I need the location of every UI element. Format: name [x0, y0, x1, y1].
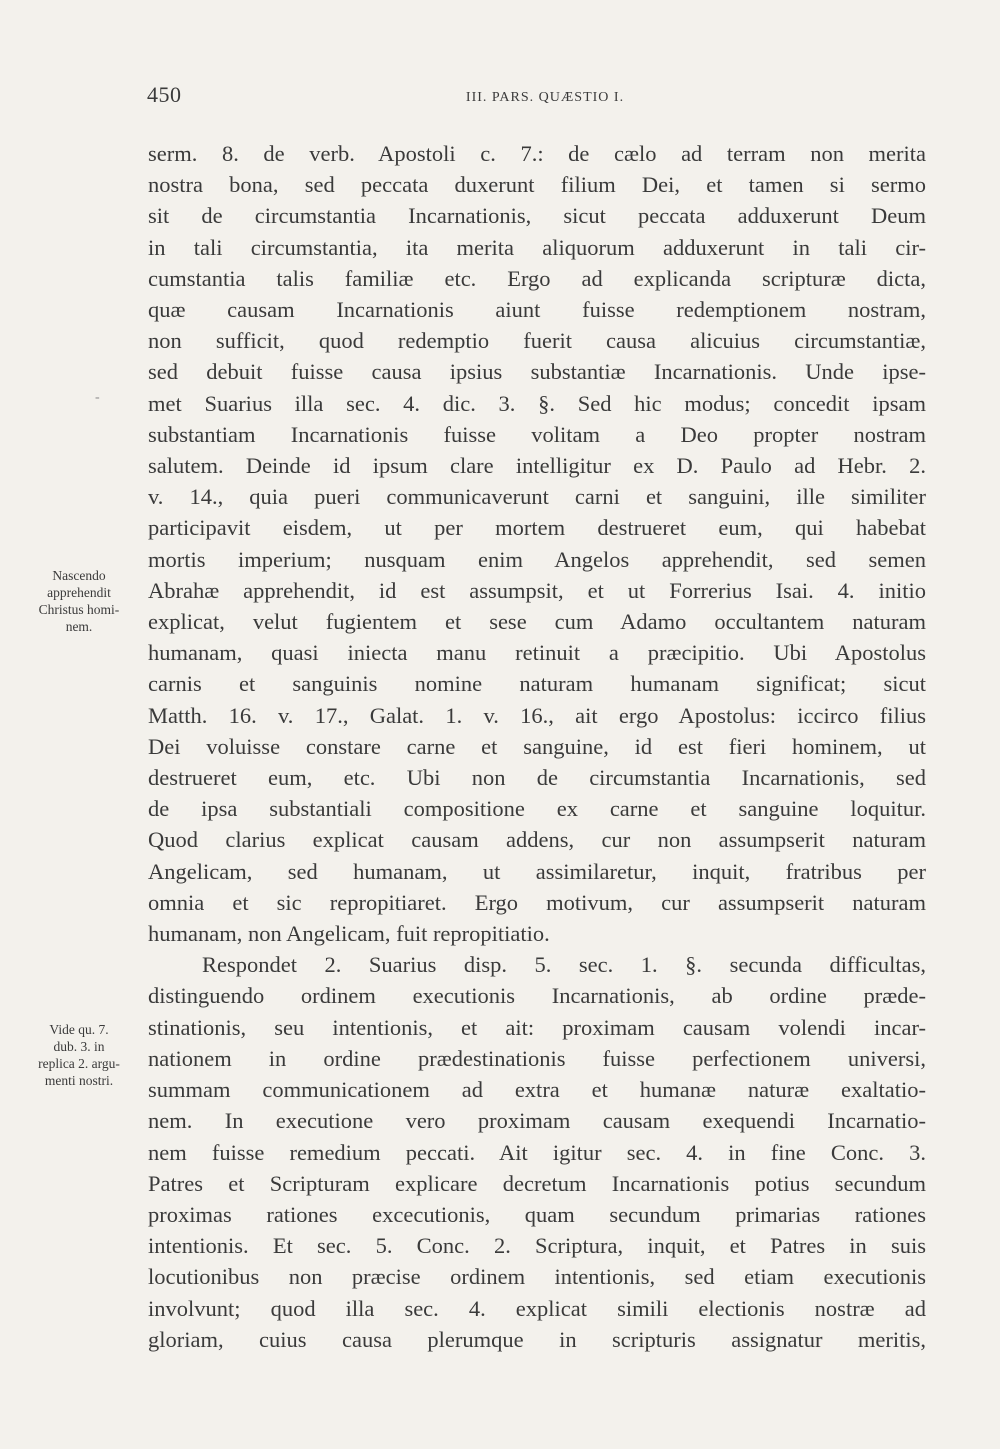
- body-line: sit de circumstantia Incarnationis, sicut peccata adduxerunt Deum: [148, 203, 926, 229]
- body-line: summam communicationem ad extra et humanæ naturæ exaltatio-: [148, 1077, 926, 1103]
- marginal-note-line: Nascendo: [52, 568, 106, 583]
- marginal-note-line: Christus homi-: [38, 602, 120, 617]
- body-line: nem. In executione vero proximam causam exequendi Incarnatio-: [148, 1108, 926, 1134]
- marginal-note-line: dub. 3. in: [53, 1039, 105, 1054]
- margin-dash: -: [95, 390, 100, 405]
- body-line: involvunt; quod illa sec. 4. explicat simili electionis nostræ ad: [148, 1295, 926, 1321]
- body-line: distinguendo ordinem executionis Incarnationis, ab ordine præde-: [148, 983, 926, 1009]
- body-line: cumstantia talis familiæ etc. Ergo ad explicanda scripturæ dicta,: [148, 265, 926, 291]
- body-line: destrueret eum, etc. Ubi non de circumstantia Incarnationis, sed: [148, 765, 926, 791]
- body-text: [148, 138, 926, 1355]
- body-line: humanam, non Angelicam, fuit repropitiatio.: [148, 921, 550, 947]
- body-line: met Suarius illa sec. 4. dic. 3. §. Sed hic modus; concedit ipsam: [148, 390, 926, 416]
- body-line: non sufficit, quod redemptio fuerit causa alicuius circumstantiæ,: [148, 328, 926, 354]
- body-line: Abrahæ apprehendit, id est assumpsit, et ut Forrerius Isai. 4. initio: [148, 577, 926, 603]
- marginal-note-line: Vide qu. 7.: [49, 1022, 109, 1037]
- page-number: 450: [147, 82, 182, 107]
- body-line: sed debuit fuisse causa ipsius substantiæ Incarnationis. Unde ipse-: [148, 359, 926, 385]
- body-line: intentionis. Et sec. 5. Conc. 2. Scriptura, inquit, et Patres in suis: [148, 1233, 926, 1259]
- body-line: de ipsa substantiali compositione ex carne et sanguine loquitur.: [148, 796, 926, 822]
- body-line: quæ causam Incarnationis aiunt fuisse redemptionem nostram,: [148, 297, 926, 323]
- body-line: serm. 8. de verb. Apostoli c. 7.: de cælo ad terram non merita: [148, 141, 926, 166]
- running-head: III. PARS. QUÆSTIO I.: [465, 90, 625, 105]
- body-line: Respondet 2. Suarius disp. 5. sec. 1. §. secunda difficultas,: [202, 952, 926, 978]
- body-line: Angelicam, sed humanam, ut assimilaretur, inquit, fratribus per: [148, 858, 926, 884]
- body-line: explicat, velut fugientem et sese cum Adamo occultantem naturam: [148, 609, 926, 635]
- body-line: carnis et sanguinis nomine naturam humanam significat; sicut: [148, 671, 926, 697]
- body-line: stinationis, seu intentionis, et ait: proximam causam volendi incar-: [148, 1014, 926, 1040]
- body-line: mortis imperium; nusquam enim Angelos apprehendit, sed semen: [148, 546, 926, 572]
- marginal-note-line: replica 2. argu-: [38, 1056, 120, 1071]
- body-line: v. 14., quia pueri communicaverunt carni et sanguini, ille similiter: [148, 484, 926, 510]
- body-line: in tali circumstantia, ita merita aliquorum adduxerunt in tali cir-: [148, 234, 926, 260]
- body-line: nationem in ordine prædestinationis fuisse perfectionem universi,: [148, 1045, 926, 1071]
- marginal-note-line: menti nostri.: [44, 1073, 114, 1088]
- body-line: locutionibus non præcise ordinem intentionis, sed etiam executionis: [148, 1264, 926, 1290]
- marginal-note-line: apprehendit: [47, 585, 111, 600]
- body-line: participavit eisdem, ut per mortem destrueret eum, qui habebat: [148, 515, 926, 541]
- body-line: nem fuisse remedium peccati. Ait igitur sec. 4. in fine Conc. 3.: [148, 1139, 926, 1165]
- body-line: proximas rationes excecutionis, quam secundum primarias rationes: [148, 1201, 926, 1227]
- body-line: Matth. 16. v. 17., Galat. 1. v. 16., ait ergo Apostolus: iccirco filius: [148, 702, 926, 728]
- body-line: omnia et sic repropitiaret. Ergo motivum, cur assumpserit naturam: [148, 889, 926, 915]
- body-line: Dei voluisse constare carne et sanguine, id est fieri hominem, ut: [148, 733, 926, 759]
- body-line: humanam, quasi iniecta manu retinuit a præcipitio. Ubi Apostolus: [148, 640, 926, 666]
- body-line: substantiam Incarnationis fuisse volitam a Deo propter nostram: [148, 421, 926, 447]
- marginal-note-line: nem.: [65, 619, 93, 634]
- body-line: nostra bona, sed peccata duxerunt filium Dei, et tamen si sermo: [148, 172, 926, 198]
- body-line: Patres et Scripturam explicare decretum Incarnationis potius secundum: [148, 1170, 926, 1196]
- body-line: Quod clarius explicat causam addens, cur non assumpserit naturam: [148, 827, 926, 853]
- marginal-note-nascendo: [24, 567, 134, 635]
- marginal-note-vide: [4, 1021, 154, 1089]
- body-line: gloriam, cuius causa plerumque in scripturis assignatur meritis,: [148, 1326, 926, 1352]
- body-line: salutem. Deinde id ipsum clare intelligitur ex D. Paulo ad Hebr. 2.: [148, 453, 926, 479]
